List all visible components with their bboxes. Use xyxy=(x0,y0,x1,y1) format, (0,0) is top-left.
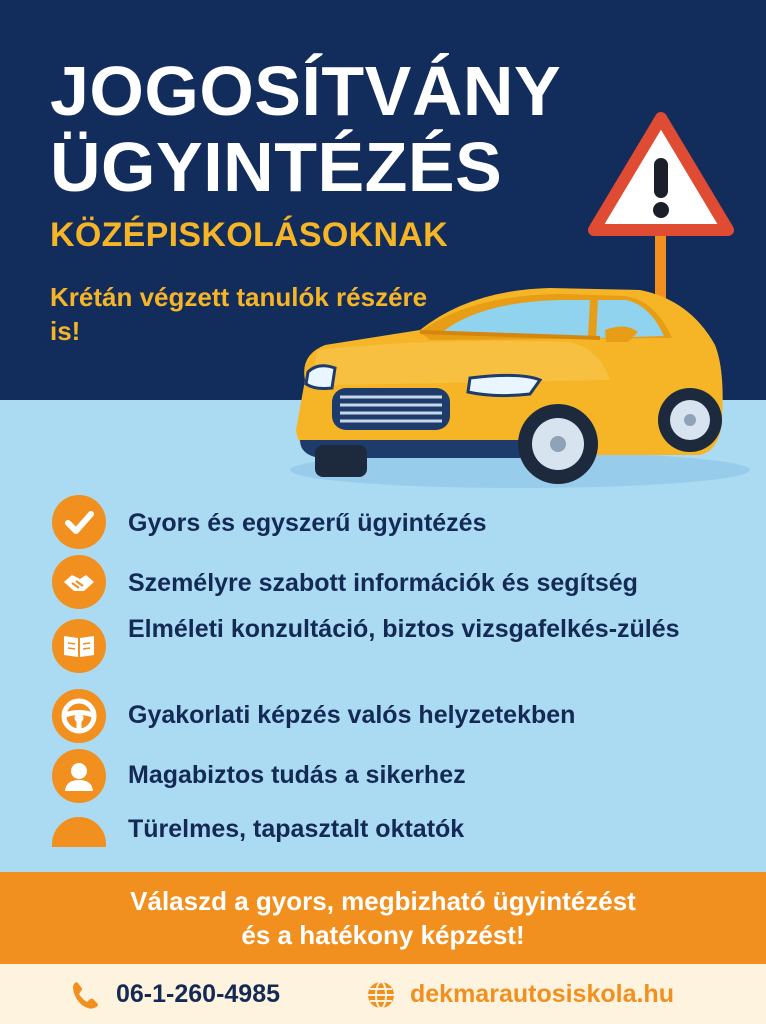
feature-item-personal xyxy=(52,555,762,611)
title-line-1: JOGOSÍTVÁNY xyxy=(50,52,562,130)
person-icon xyxy=(52,817,106,847)
feature-label: Gyors és egyszerű ügyintézés xyxy=(128,509,487,537)
cta-line-1: Válaszd a gyors, megbizható ügyintézést xyxy=(130,886,636,916)
feature-label: Türelmes, tapasztalt oktatók xyxy=(128,815,465,843)
person-icon xyxy=(52,749,106,803)
globe-icon xyxy=(364,978,398,1012)
feature-label: Elméleti konzultáció, biztos vizsgafelkés-zülés xyxy=(128,615,680,643)
call-to-action-banner xyxy=(0,872,766,964)
steering-wheel-icon xyxy=(52,689,106,743)
website-url: dekmarautosiskola.hu xyxy=(410,980,674,1008)
feature-label: Személyre szabott információk és segítség xyxy=(128,569,638,597)
feature-item-fast xyxy=(52,495,762,551)
feature-label: Magabiztos tudás a sikerhez xyxy=(128,761,466,789)
phone-contact[interactable] xyxy=(68,978,328,1010)
feature-item-instructors xyxy=(52,809,762,865)
phone-number: 06-1-260-4985 xyxy=(116,980,281,1008)
feature-item-confidence xyxy=(52,749,762,805)
car-icon xyxy=(296,288,723,484)
feature-item-theory xyxy=(52,615,762,675)
book-icon xyxy=(52,619,106,673)
tagline: Krétán végzett tanulók részére is! xyxy=(50,282,428,346)
checkmark-icon xyxy=(52,495,106,549)
feature-item-practice xyxy=(52,689,762,745)
cta-line-2: és a hatékony képzést! xyxy=(241,920,525,950)
feature-label: Gyakorlati képzés valós helyzetekben xyxy=(128,701,576,729)
handshake-icon xyxy=(52,555,106,609)
title-line-2: ÜGYINTÉZÉS xyxy=(50,128,503,206)
car-illustration xyxy=(0,0,766,500)
subtitle: KÖZÉPISKOLÁSOKNAK xyxy=(50,216,449,254)
website-link[interactable] xyxy=(364,978,704,1010)
contact-footer xyxy=(0,964,766,1024)
phone-icon xyxy=(68,978,102,1012)
